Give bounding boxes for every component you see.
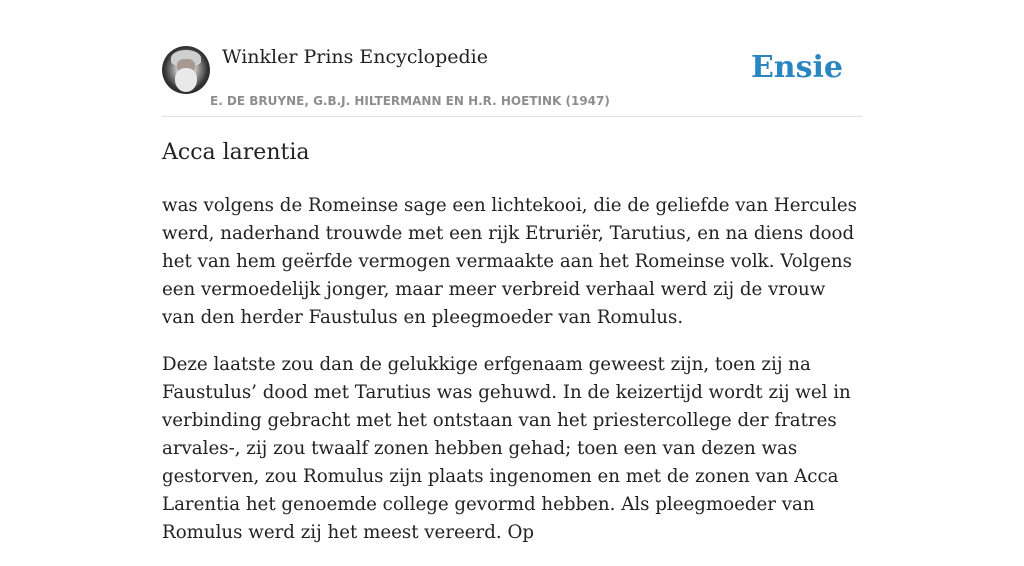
- author-portrait-avatar: [162, 46, 210, 94]
- ensie-logo-link[interactable]: Ensie: [750, 50, 843, 85]
- article-body: [162, 192, 862, 566]
- portrait-beard: [175, 68, 197, 92]
- article-paragraph-1: was volgens de Romeinse sage een lichtekooi, die de geliefde van Hercules werd, naderhand trouwde met een rijk Etruriër, Tarutius, en na diens dood het van hem geërfde vermogen vermaakte aan het Romeinse volk. Volgens een vermoedelijk jonger, maar meer verbreid verhaal werd zij de vrouw van den herder Faustulus en pleegmoeder van Romulus.: [162, 195, 857, 328]
- authors-line: E. DE BRUYNE, G.B.J. HILTERMANN EN H.R. HOETINK (1947): [210, 94, 610, 108]
- article-title: Acca larentia: [162, 140, 310, 165]
- article-paragraph-2: Deze laatste zou dan de gelukkige erfgenaam geweest zijn, toen zij na Faustulus’ dood met Tarutius was gehuwd. In de keizertijd wordt zij wel in verbinding gebracht met het ontstaan van het priestercollege der fratres arvales-, zij zou twaalf zonen hebben gehad; toen een van dezen was gestorven, zou Romulus zijn plaats ingenomen en met de zonen van Acca Larentia het genoemde college gevormd hebben. Als pleegmoeder van Romulus werd zij het meest vereerd. Op: [162, 354, 851, 543]
- encyclopedia-title-link[interactable]: Winkler Prins Encyclopedie: [222, 46, 488, 68]
- site-header: [162, 40, 862, 117]
